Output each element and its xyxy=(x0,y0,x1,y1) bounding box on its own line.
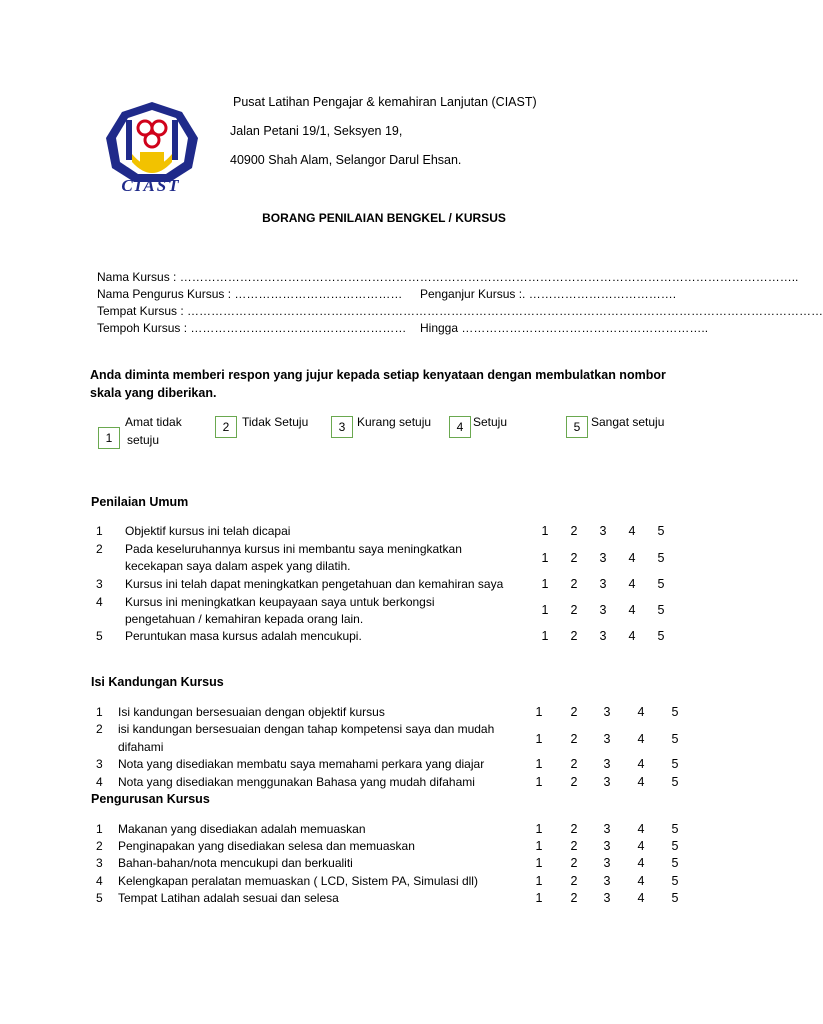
item-text: Nota yang disediakan menggunakan Bahasa yang mudah difahami xyxy=(118,775,475,789)
rating-option[interactable]: 3 xyxy=(599,524,607,538)
scale-label-1a: Amat tidak xyxy=(125,415,182,429)
rating-option[interactable]: 4 xyxy=(637,732,645,746)
rating-option[interactable]: 3 xyxy=(603,705,611,719)
rating-option[interactable]: 1 xyxy=(535,775,543,789)
rating-option[interactable]: 1 xyxy=(541,603,549,617)
rating-option[interactable]: 2 xyxy=(570,603,578,617)
scale-label-5: Sangat setuju xyxy=(591,415,665,429)
item-text: Pada keseluruhannya kursus ini membantu saya meningkatkan xyxy=(125,542,462,556)
item-number: 1 xyxy=(96,524,103,538)
rating-option[interactable]: 3 xyxy=(603,757,611,771)
rating-option[interactable]: 4 xyxy=(637,705,645,719)
rating-option[interactable]: 5 xyxy=(671,757,679,771)
rating-option[interactable]: 4 xyxy=(637,874,645,888)
rating-option[interactable]: 4 xyxy=(628,629,636,643)
rating-option[interactable]: 5 xyxy=(657,629,665,643)
item-number: 1 xyxy=(96,822,103,836)
item-number: 4 xyxy=(96,874,103,888)
rating-option[interactable]: 5 xyxy=(671,705,679,719)
instruction-line-2: skala yang diberikan. xyxy=(90,386,217,400)
rating-option[interactable]: 4 xyxy=(628,551,636,565)
item-text-cont: kecekapan saya dalam aspek yang dilatih. xyxy=(125,559,351,573)
section-title-isi: Isi Kandungan Kursus xyxy=(91,675,224,689)
scale-label-2: Tidak Setuju xyxy=(242,415,309,429)
rating-option[interactable]: 2 xyxy=(570,732,578,746)
rating-option[interactable]: 2 xyxy=(570,524,578,538)
scale-box-1: 1 xyxy=(98,427,120,449)
rating-option[interactable]: 3 xyxy=(603,775,611,789)
item-number: 5 xyxy=(96,629,103,643)
rating-option[interactable]: 3 xyxy=(603,874,611,888)
rating-option[interactable]: 4 xyxy=(628,524,636,538)
rating-option[interactable]: 3 xyxy=(603,839,611,853)
rating-option[interactable]: 1 xyxy=(535,874,543,888)
item-text: Makanan yang disediakan adalah memuaskan xyxy=(118,822,366,836)
item-text: Kelengkapan peralatan memuaskan ( LCD, Sistem PA, Simulasi dll) xyxy=(118,874,478,888)
rating-option[interactable]: 4 xyxy=(628,603,636,617)
rating-option[interactable]: 5 xyxy=(657,577,665,591)
rating-option[interactable]: 2 xyxy=(570,839,578,853)
item-text: Objektif kursus ini telah dicapai xyxy=(125,524,291,538)
item-text: Bahan-bahan/nota mencukupi dan berkualiti xyxy=(118,856,353,870)
scale-label-4: Setuju xyxy=(473,415,508,429)
rating-option[interactable]: 5 xyxy=(657,551,665,565)
address-line-1: Jalan Petani 19/1, Seksyen 19, xyxy=(230,124,403,138)
item-text: Penginapakan yang disediakan selesa dan memuaskan xyxy=(118,839,415,853)
item-text: Kursus ini telah dapat meningkatkan pengetahuan dan kemahiran saya xyxy=(125,577,504,591)
rating-option[interactable]: 1 xyxy=(535,757,543,771)
rating-option[interactable]: 2 xyxy=(570,822,578,836)
item-text: isi kandungan bersesuaian dengan tahap kompetensi saya dan mudah xyxy=(118,722,495,736)
item-text-cont: difahami xyxy=(118,740,164,754)
rating-option[interactable]: 5 xyxy=(671,891,679,905)
item-number: 5 xyxy=(96,891,103,905)
rating-option[interactable]: 3 xyxy=(603,732,611,746)
rating-option[interactable]: 4 xyxy=(637,839,645,853)
rating-option[interactable]: 3 xyxy=(603,822,611,836)
rating-option[interactable]: 2 xyxy=(570,775,578,789)
instruction-line-1: Anda diminta memberi respon yang jujur kepada setiap kenyataan dengan membulatkan nombor xyxy=(90,368,666,382)
rating-option[interactable]: 1 xyxy=(535,891,543,905)
item-text: Nota yang disediakan membatu saya memahami perkara yang diajar xyxy=(118,757,485,771)
logo-text: CIAST xyxy=(121,176,181,195)
rating-option[interactable]: 5 xyxy=(671,732,679,746)
rating-option[interactable]: 1 xyxy=(535,822,543,836)
rating-option[interactable]: 3 xyxy=(599,629,607,643)
rating-option[interactable]: 3 xyxy=(599,603,607,617)
rating-option[interactable]: 1 xyxy=(535,856,543,870)
item-text: Peruntukan masa kursus adalah mencukupi. xyxy=(125,629,362,643)
rating-option[interactable]: 1 xyxy=(541,629,549,643)
rating-option[interactable]: 3 xyxy=(603,891,611,905)
rating-option[interactable]: 5 xyxy=(671,839,679,853)
item-text: Kursus ini meningkatkan keupayaan saya untuk berkongsi xyxy=(125,595,435,609)
field-nama-pengurus[interactable]: Nama Pengurus Kursus : …………………………………… xyxy=(97,287,403,301)
rating-option[interactable]: 5 xyxy=(657,603,665,617)
rating-option[interactable]: 1 xyxy=(535,705,543,719)
rating-option[interactable]: 2 xyxy=(570,856,578,870)
rating-option[interactable]: 2 xyxy=(570,629,578,643)
rating-option[interactable]: 3 xyxy=(599,551,607,565)
rating-option[interactable]: 1 xyxy=(535,732,543,746)
scale-label-3: Kurang setuju xyxy=(357,415,432,429)
rating-option[interactable]: 1 xyxy=(541,524,549,538)
rating-option[interactable]: 2 xyxy=(570,705,578,719)
rating-option[interactable]: 4 xyxy=(637,856,645,870)
rating-option[interactable]: 2 xyxy=(570,874,578,888)
field-penganjur[interactable]: Penganjur Kursus :. ………………………………. xyxy=(420,287,677,301)
rating-option[interactable]: 4 xyxy=(637,775,645,789)
scale-box-2: 2 xyxy=(215,416,237,438)
item-number: 3 xyxy=(96,757,103,771)
rating-option[interactable]: 1 xyxy=(541,577,549,591)
item-number: 4 xyxy=(96,595,103,609)
rating-option[interactable]: 2 xyxy=(570,757,578,771)
org-name: Pusat Latihan Pengajar & kemahiran Lanjutan (CIAST) xyxy=(233,95,537,109)
item-number: 2 xyxy=(96,542,103,556)
field-tempoh[interactable]: Tempoh Kursus : ……………………………………………… xyxy=(97,321,407,335)
rating-option[interactable]: 1 xyxy=(541,551,549,565)
item-number: 3 xyxy=(96,577,103,591)
scale-box-5: 5 xyxy=(566,416,588,438)
rating-option[interactable]: 2 xyxy=(570,551,578,565)
scale-label-1b: setuju xyxy=(127,433,160,447)
rating-option[interactable]: 5 xyxy=(657,524,665,538)
item-number: 3 xyxy=(96,856,103,870)
rating-option[interactable]: 5 xyxy=(671,874,679,888)
item-number: 4 xyxy=(96,775,103,789)
rating-option[interactable]: 3 xyxy=(603,856,611,870)
rating-option[interactable]: 2 xyxy=(570,577,578,591)
item-number: 2 xyxy=(96,722,103,736)
rating-option[interactable]: 5 xyxy=(671,856,679,870)
item-text: Isi kandungan bersesuaian dengan objektif kursus xyxy=(118,705,385,719)
item-number: 1 xyxy=(96,705,103,719)
field-hingga[interactable]: Hingga …………………………………………………….. xyxy=(420,321,709,335)
section-title-pengurusan: Pengurusan Kursus xyxy=(91,792,210,806)
item-number: 2 xyxy=(96,839,103,853)
item-text-cont: pengetahuan / kemahiran kepada orang lain. xyxy=(125,612,364,626)
rating-option[interactable]: 4 xyxy=(637,891,645,905)
rating-option[interactable]: 5 xyxy=(671,775,679,789)
item-text: Tempat Latihan adalah sesuai dan selesa xyxy=(118,891,339,905)
field-nama-kursus[interactable]: Nama Kursus : ……………………………………………………………………………………………………………………………………….. xyxy=(97,270,799,284)
scale-box-3: 3 xyxy=(331,416,353,438)
field-tempat[interactable]: Tempat Kursus : …………………………………………………………………………………………………………………………………………… xyxy=(97,304,823,318)
rating-option[interactable]: 3 xyxy=(599,577,607,591)
rating-option[interactable]: 4 xyxy=(637,822,645,836)
scale-box-4: 4 xyxy=(449,416,471,438)
address-line-2: 40900 Shah Alam, Selangor Darul Ehsan. xyxy=(230,153,462,167)
form-title: BORANG PENILAIAN BENGKEL / KURSUS xyxy=(262,211,506,225)
rating-option[interactable]: 1 xyxy=(535,839,543,853)
rating-option[interactable]: 4 xyxy=(628,577,636,591)
ciast-logo xyxy=(100,98,204,198)
rating-option[interactable]: 4 xyxy=(637,757,645,771)
rating-option[interactable]: 2 xyxy=(570,891,578,905)
section-title-umum: Penilaian Umum xyxy=(91,495,189,509)
rating-option[interactable]: 5 xyxy=(671,822,679,836)
